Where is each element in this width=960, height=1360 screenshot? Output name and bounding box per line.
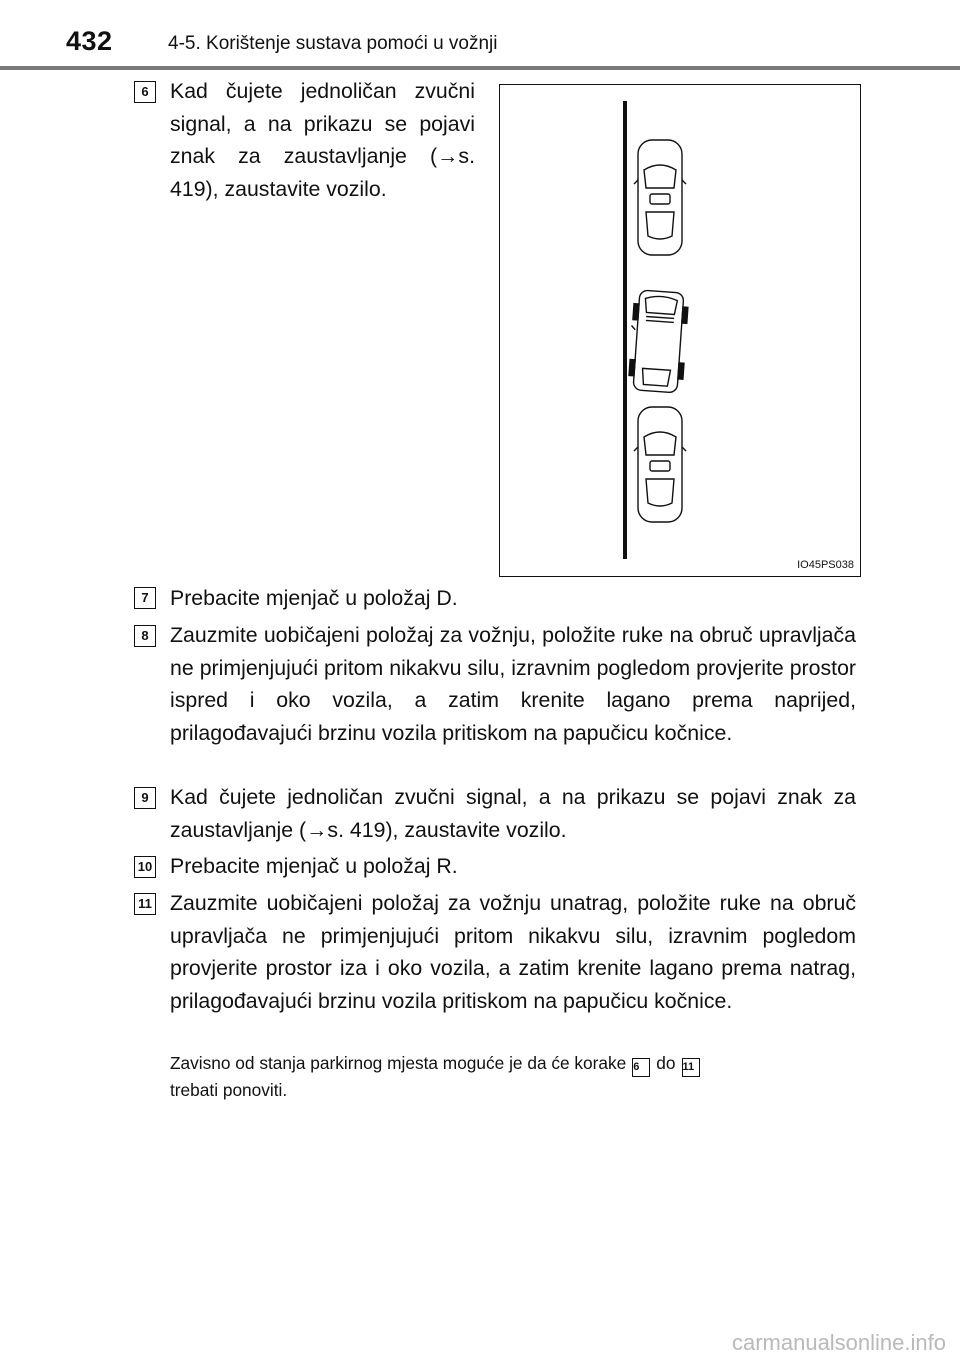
- parking-illustration: [499, 84, 861, 577]
- step-number-6: 6: [134, 81, 156, 103]
- step-number-11: 11: [134, 893, 156, 915]
- parking-diagram: [500, 85, 862, 578]
- step-number-7: 7: [134, 587, 156, 609]
- step-number-9: 9: [134, 787, 156, 809]
- header-rule: [0, 66, 960, 70]
- step-text-11: Zauzmite uobičajeni položaj za vožnju unatrag, položite ruke na obruč upravljača ne primjenjujući pritom nikakvu silu, izravnim pogledom provjerite prostor iza i oko vozila, a zatim krenite lagano prema natrag, prilagođavajući brzinu vozila pritiskom na papučicu kočnice.: [170, 891, 856, 1013]
- note-text-end: trebati ponoviti.: [170, 1080, 288, 1100]
- page-number: 432: [66, 26, 113, 56]
- step-text-10: Prebacite mjenjač u položaj R.: [170, 854, 458, 878]
- figure-id: IO45PS038: [797, 559, 854, 571]
- parked-car-front: [634, 140, 686, 255]
- page-header: [0, 0, 960, 70]
- section-title: 4-5. Korištenje sustava pomoći u vožnji: [168, 33, 498, 54]
- step-text-8: Zauzmite uobičajeni položaj za vožnju, položite ruke na obruč upravljača ne primjenjujući pritom nikakvu silu, izravnim pogledom provjerite prostor ispred i oko vozila, a zatim krenite lagano prema naprijed, prilagođavajući brzinu vozila pritiskom na papučicu kočnice.: [170, 623, 856, 745]
- note-step-from: 6: [632, 1058, 650, 1077]
- step-number-10: 10: [134, 856, 156, 878]
- step-text-6: Kad čujete jednoličan zvučni signal, a na prikazu se pojavi znak za zaustavljanje (→s. 419), zaustavite vozilo.: [170, 79, 475, 201]
- step-number-8: 8: [134, 625, 156, 647]
- note-text-start: Zavisno od stanja parkirnog mjesta moguće je da će korake: [170, 1053, 627, 1073]
- watermark: carmanualsonline.info: [731, 1330, 946, 1355]
- step-text-7: Prebacite mjenjač u položaj D.: [170, 586, 458, 610]
- own-vehicle: [627, 290, 689, 394]
- step-text-9: Kad čujete jednoličan zvučni signal, a na prikazu se pojavi znak za zaustavljanje (→s. 419), zaustavite vozilo.: [170, 785, 856, 842]
- note-text-mid: do: [656, 1053, 676, 1073]
- note-step-to: 11: [682, 1058, 700, 1077]
- parked-car-rear: [634, 407, 686, 522]
- repeat-note: [170, 1050, 856, 1103]
